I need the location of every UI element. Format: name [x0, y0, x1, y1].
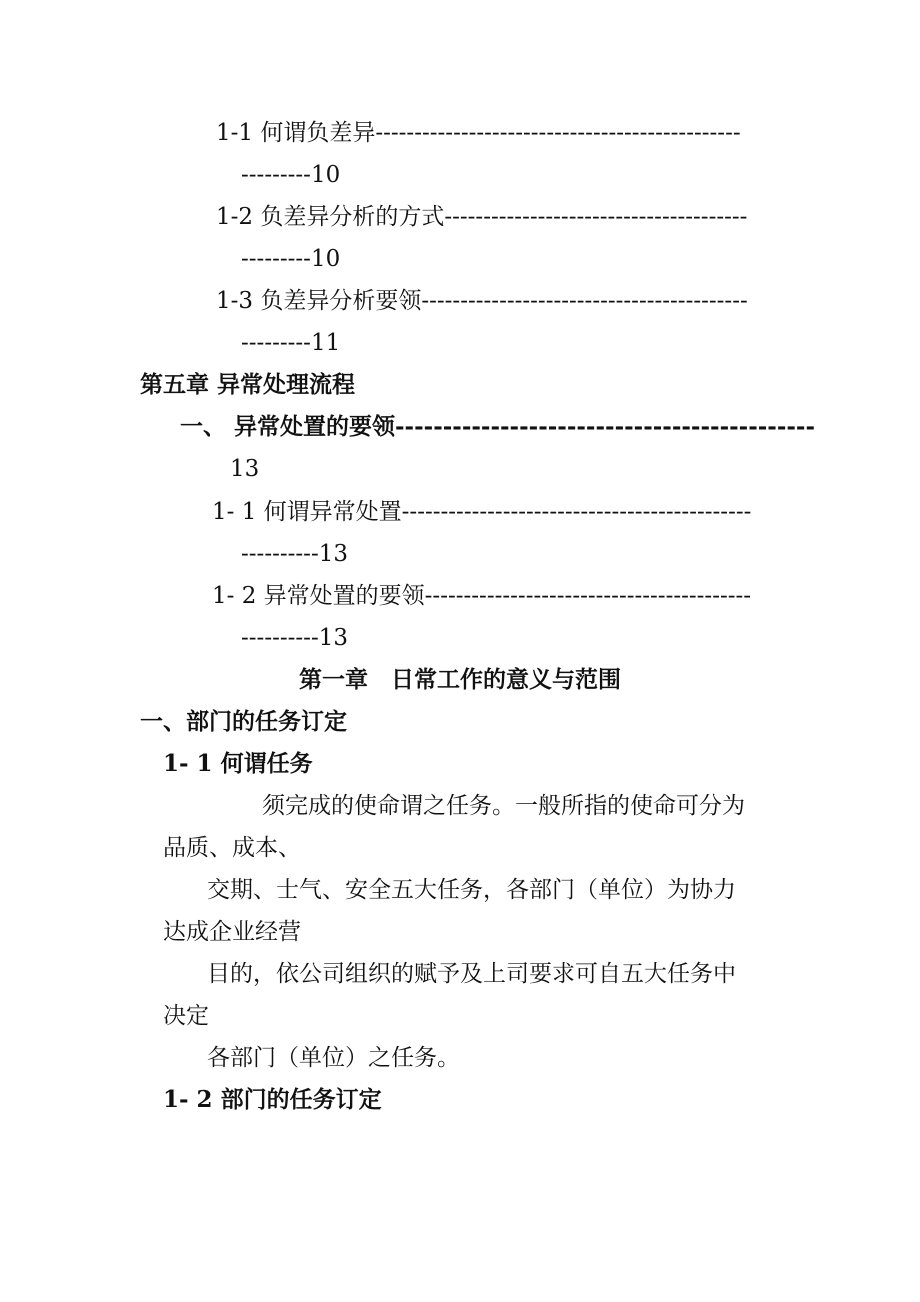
paragraph-line-2: 品质、成本、: [163, 835, 301, 861]
chapter-1-title: 第一章 日常工作的意义与范围: [299, 666, 621, 693]
paragraph-line-7: 各部门（单位）之任务。: [207, 1045, 460, 1071]
subsection-1-2-title: 1- 2 部门的任务订定: [163, 1086, 382, 1113]
toc-ch5-item-1-1-page: ----------13: [241, 541, 348, 567]
toc-ch5-item-1-2-page: ----------13: [241, 625, 348, 651]
toc-item-1-1-page: ---------10: [241, 162, 341, 188]
toc-item-1-3-page: ---------11: [241, 330, 341, 356]
paragraph-line-6: 决定: [163, 1003, 209, 1029]
toc-item-1-2[interactable]: 1-2 负差异分析的方式---------------------------------------: [216, 204, 748, 230]
toc-item-1-2-page: ---------10: [241, 246, 341, 272]
paragraph-line-5: 目的，依公司组织的赋予及上司要求可自五大任务中: [207, 961, 736, 987]
toc-ch5-section-1-page: 13: [230, 456, 260, 482]
toc-chapter-5-title[interactable]: 第五章 异常处理流程: [140, 371, 356, 398]
paragraph-line-3: 交期、士气、安全五大任务，各部门（单位）为协力: [207, 877, 736, 903]
toc-item-1-3[interactable]: 1-3 负差异分析要领------------------------------------------: [216, 288, 748, 314]
toc-ch5-item-1-2[interactable]: 1- 2 异常处置的要领------------------------------------------: [212, 583, 752, 609]
paragraph-line-1: 须完成的使命谓之任务。一般所指的使命可分为: [262, 793, 745, 819]
toc-ch5-section-1[interactable]: 一、 异常处置的要领--------------------------------------------: [180, 413, 816, 440]
paragraph-line-4: 达成企业经营: [163, 919, 301, 945]
toc-item-1-1[interactable]: 1-1 何谓负差异-----------------------------------------------: [216, 120, 741, 146]
toc-ch5-item-1-1[interactable]: 1- 1 何谓异常处置---------------------------------------------: [212, 499, 752, 525]
section-1-title: 一、部门的任务订定: [140, 708, 347, 735]
subsection-1-1-title: 1- 1 何谓任务: [163, 750, 313, 777]
